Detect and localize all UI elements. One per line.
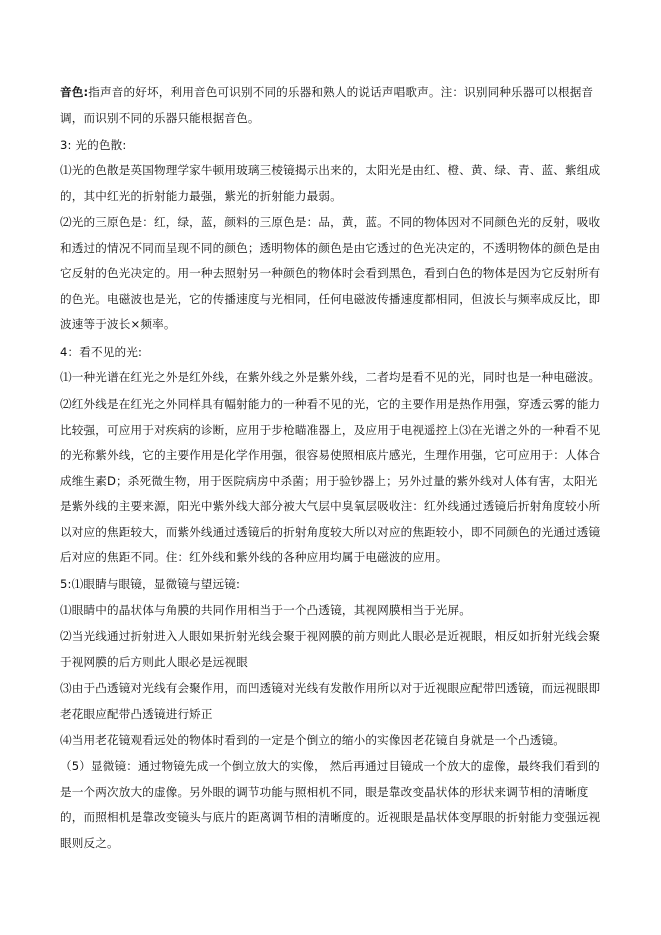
paragraph-invisible-1: ⑴一种光谱在红光之外是红外线，在紫外线之外是紫外线，二者均是看不见的光，同时也是一种电磁波。 [60,370,601,384]
paragraph-dispersion-2: ⑵光的三原色是：红，绿，蓝，颜料的三原色是：品，黄，蓝。不同的物体因对不同颜色光的反射，吸收和透过的情况不同而呈现不同的颜色；透明物体的颜色是由它透过的色光决定的，不透明物体的颜色是由它反射的色光决定的。用一种去照射另一种颜色的物体时会看到黑色，看到白色的物体是因为它反射所有的色光。电磁波也是光，它的传播速度与光相同，任何电磁波传播速度都相同，但波长与频率成反比，即波速等于波长×频率。 [60,215,601,331]
heading-dispersion: 3: 光的色散: [60,138,127,152]
paragraph-eye-4: ⑷当用老花镜观看远处的物体时看到的一定是个倒立的缩小的实像因老花镜自身就是一个凸透镜。 [60,733,565,747]
paragraph-invisible-2: ⑵红外线是在红光之外同样具有幅射能力的一种看不见的光，它的主要作用是热作用强，穿透云雾的能力比较强，可应用于对疾病的诊断，应用于步枪瞄准器上，及应用于电视遥控上⑶在光谱之外的一种看不见的光称紫外线，它的主要作用是化学作用强，很容易使照相底片感光，生理作用强，它可应用于：人体合成维生素D；杀死微生物，用于医院病房中杀菌；用于验钞器上；另外过量的紫外线对人体有害，太阳光是紫外线的主要来源，阳光中紫外线大部分被大气层中臭氧层吸收注：红外线通过透镜后折射角度较小所以对应的焦距较大，而紫外线通过透镜后的折射角度较大所以对应的焦距较小，即不同颜色的光通过透镜后对应的焦距不同。住：红外线和紫外线的各种应用均属于电磁波的应用。 [60,397,601,564]
paragraph-eye-3: ⑶由于凸透镜对光线有会聚作用，而凹透镜对光线有发散作用所以对于近视眼应配带凹透镜，而远视眼即老花眼应配带凸透镜进行矫正 [60,681,601,721]
heading-invisible-light: 4：看不见的光: [60,345,143,359]
paragraph-microscope: （5）显微镜：通过物镜先成一个倒立放大的实像， 然后再通过目镜成一个放大的虚像，最终我们看到的是一个两次放大的虚像。另外眼的调节功能与照相机不同，眼是靠改变晶状体的形状来调节相的清晰度的，而照相机是靠改变镜头与底片的距离调节相的清晰度的。近视眼是晶状体变厚眼的折射能力变强远视眼则反之。 [60,759,601,850]
heading-eye-lens: 5:⑴眼睛与眼镜，显微镜与望远镜: [60,577,241,591]
paragraph-text: 指声音的好坏，利用音色可识别不同的乐器和熟人的说话声唱歌声。注：识别同种乐器可以根据音调，而识别不同的乐器只能根据音色。 [60,85,594,125]
paragraph-eye-2: ⑵当光线通过折射进入人眼如果折射光线会聚于视网膜的前方则此人眼必是近视眼，相反如折射光线会聚于视网膜的后方则此人眼必是远视眼 [60,629,601,669]
paragraph-dispersion-1: ⑴光的色散是英国物理学家牛顿用玻璃三棱镜揭示出来的，太阳光是由红、橙、黄、绿、青、蓝、紫组成的，其中红光的折射能力最强，紫光的折射能力最弱。 [60,163,601,203]
paragraph-eye-1: ⑴眼睛中的晶状体与角膜的共同作用相当于一个凸透镜，其视网膜相当于光屏。 [60,603,472,617]
term-timbre: 音色: [60,85,89,99]
paragraph-timbre [60,80,608,131]
